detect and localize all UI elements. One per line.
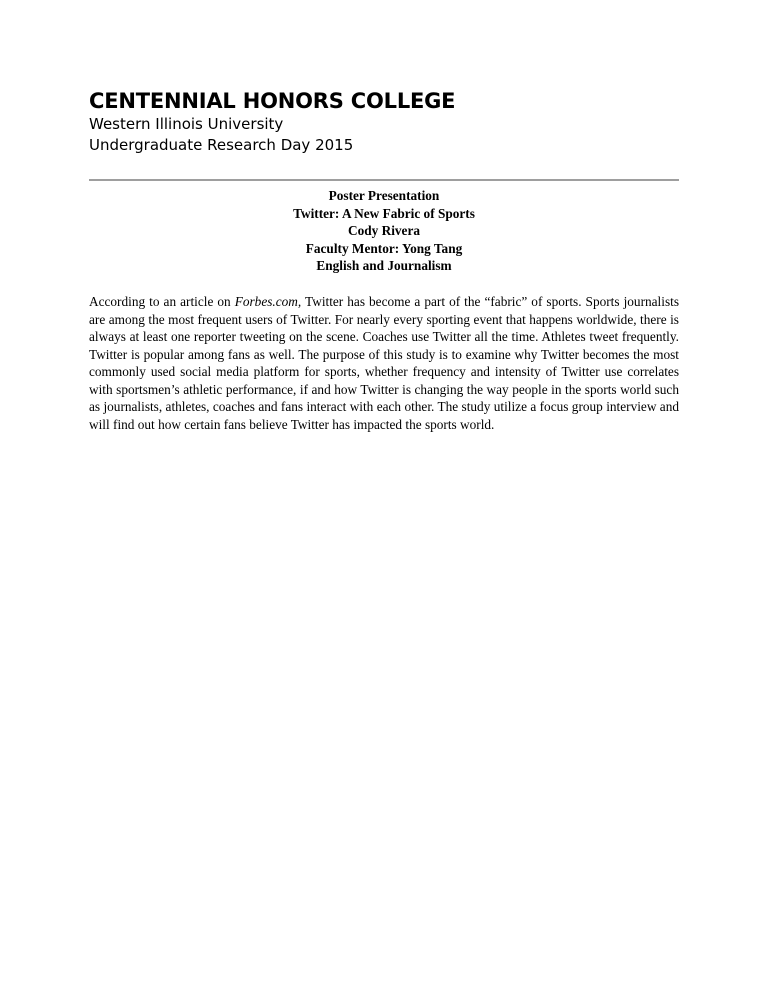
abstract-body: Twitter has become a part of the “fabric” of sports. Sports journalists are among the most frequent users of Twitter. For nearly every sporting event that happens worldwide, there is always at least one reporter tweeting on the scene. Coaches use Twitter all the time. Athletes tweet frequently. Twitter is popular among fans as well. The purpose of this study is to examine why Twitter becomes the most commonly used social media platform for sports, whether frequency and intensity of Twitter use correlates with sportsmen’s athletic performance, if and how Twitter is changing the way people in the sports world such as journalists, athletes, coaches and fans interact with each other. The study utilize a focus group interview and will find out how certain fans believe Twitter has impacted the sports world.: [89, 294, 679, 432]
header: [89, 88, 679, 156]
abstract-paragraph: [89, 293, 679, 433]
abstract-lead: According to an article on: [89, 294, 235, 309]
author-name: Cody Rivera: [347, 223, 421, 238]
header-divider: [89, 179, 679, 181]
presentation-title: Twitter: A New Fabric of Sports: [293, 205, 475, 221]
presentation-info: [89, 187, 679, 275]
event-name: Undergraduate Research Day 2015: [89, 136, 354, 154]
presentation-type: Poster Presentation: [328, 188, 440, 203]
faculty-mentor: Faculty Mentor: Yong Tang: [305, 240, 463, 256]
department: English and Journalism: [316, 258, 452, 273]
college-name: CENTENNIAL HONORS COLLEGE: [89, 89, 456, 113]
abstract-source: Forbes.com,: [234, 294, 302, 309]
university-name: Western Illinois University: [89, 115, 284, 133]
